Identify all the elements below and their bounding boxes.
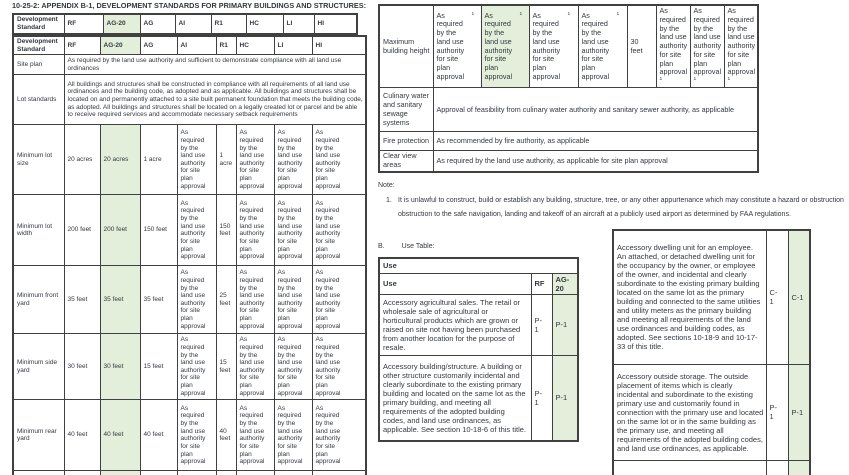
zone-header-hi: HI [314, 14, 357, 34]
value-cell-li [274, 334, 312, 400]
note-line-2: obstruction to the safe navigation, landing and takeoff of an aircraft at a publicly used airport as determined by FAA regulations. [398, 211, 791, 218]
cell-text: As required by the land use authority for site plan approval [277, 129, 303, 190]
cell-text: As required by the land use authority for site plan approval [180, 404, 206, 466]
row-label-max-building-height: Maximum building height [379, 5, 433, 88]
value-cell-rf: 40 feet [64, 400, 100, 471]
value-cell-rf: 200 feet [64, 195, 100, 266]
value-cell-hc [236, 266, 274, 334]
value-cell-hi [312, 195, 366, 266]
use-header-rf: RF [531, 273, 552, 294]
clipped-row-cell [236, 471, 274, 475]
zone-header-r1: R1 [211, 14, 246, 34]
cell-text: As required by the land use authority for site plan approval [581, 10, 610, 82]
value-cell-li [274, 195, 312, 266]
zone-header-hc: HC [246, 14, 283, 34]
value-cell-ag20: 40 feet [100, 400, 140, 471]
row-label-min-side-yard: Minimum side yard [13, 334, 64, 400]
clipped-row-cell [140, 471, 177, 475]
cell-text: P-1 [534, 388, 542, 407]
value-cell-ag20 [481, 5, 529, 88]
cell-text: AG-20 [555, 274, 570, 293]
clear-view-text: As required by the land use authority, as applicable for site plan approval [433, 151, 758, 172]
use-table-continued [612, 229, 811, 475]
footnote-marker: 1 [519, 11, 523, 17]
cell-text: P-1 [534, 315, 542, 334]
value-cell-ai [177, 334, 216, 400]
value-cell-rf: 35 feet [64, 266, 100, 334]
zone-header-li: LI [274, 36, 312, 55]
lot-standards-text: All buildings and structures shall be constructed in compliance with all requirements of all land use ordinances and the building code, as adopted and as applicable. All buildings and structures shall be located on and permanently attached to a site built permanent foundation that meets the building code, as adopted. All buildings and structures shall be located on a legally created lot or parcel and be able to receive required services and accommodate necessary setback requirements [64, 75, 366, 125]
value-cell-r1 [627, 5, 656, 88]
row-label-min-front-yard: Minimum front yard [13, 266, 64, 334]
value-cell-hc [236, 400, 274, 471]
value-cell-r1 [216, 266, 236, 334]
zone-header-rf: RF [64, 14, 103, 34]
value-cell-li [274, 266, 312, 334]
value-cell-ag20: 35 feet [100, 266, 140, 334]
footnote-marker: 1 [471, 11, 475, 17]
value-cell-hc [656, 5, 690, 88]
row-label-site-plan: Site plan [13, 55, 64, 75]
zone-header-r1: R1 [216, 36, 236, 55]
use-row-rf-value [766, 364, 788, 460]
cell-text: C-1 [769, 288, 778, 307]
cell-text: As required by the land use authority for site plan approval [693, 6, 722, 77]
cell-text: 15 feet [219, 359, 231, 374]
section-title: Use Table: [401, 243, 435, 250]
cell-text: As required by the land use authority for site plan approval [727, 6, 756, 77]
row-label-clear-view: Clear view areas [379, 151, 433, 172]
cell-text: 40 feet [219, 427, 231, 443]
value-cell-ag: 40 feet [140, 400, 177, 471]
page-title: 10-25-2: APPENDIX B-1, DEVELOPMENT STANDARDS FOR PRIMARY BUILDINGS AND STRUCTURES: [12, 1, 367, 10]
use-row-rf-value [531, 355, 552, 441]
value-cell-ag [529, 5, 578, 88]
row-label-culinary-water: Culinary water and sanitary sewage systems [379, 88, 433, 132]
cell-text: As required by the land use authority for site plan approval [239, 269, 265, 330]
value-cell-ai [177, 400, 216, 471]
value-cell-r1 [216, 334, 236, 400]
zone-header-ag20: AG-20 [103, 14, 140, 34]
value-cell-li [274, 400, 312, 471]
value-cell-rf: 20 acres [64, 125, 100, 195]
cell-text: As required by the land use authority for site plan approval [484, 10, 513, 82]
use-row-ag20-value: P-1 [788, 364, 810, 460]
footnote-marker: 1 [567, 11, 571, 17]
cell-text: 150 feet [219, 222, 231, 238]
clipped-row-cell [177, 471, 216, 475]
zone-header-ai: AI [175, 14, 211, 34]
cell-text: As required by the land use authority for site plan approval [180, 269, 206, 330]
cell-text: As required by the land use authority for site plan approval [239, 404, 265, 466]
dev-standards-table [12, 35, 367, 475]
cell-text: As required by the land use authority for site plan approval [436, 10, 465, 82]
row-label-min-lot-width: Minimum lot width [13, 195, 64, 266]
cell-text: P-1 [769, 403, 777, 421]
use-row-text: Accessory dwelling unit for an employee. An attached, or detached dwelling unit for the occupancy by the owner, or employee of the owner, and incidental and clearly subordinate to the existing primary building located on the same lot as the primary building and connected to the same utilities and utility meters as the primary building and meeting all requirements of the land use ordinances and building codes, as adopted. See sections 10-18-9 and 10-17-33 of this title. [613, 230, 766, 364]
dev-standards-header-strip [12, 13, 358, 35]
row-label-min-rear-yard: Minimum rear yard [13, 400, 64, 471]
cell-text: 1 acre [219, 152, 233, 167]
use-row-text: Accessory building/structure. A building or other structure customarily incidental and clearly subordinate to the existing primary building and located on the same lot as the primary building, and meeting all requirements of the adopted building codes, and land use ordinances, as applicable. See section 10-18-6 of this title. [379, 355, 531, 441]
value-cell-hi [312, 266, 366, 334]
value-cell-hi [312, 125, 366, 195]
row-label-fire-protection: Fire protection [379, 132, 433, 151]
cell-text: 25 feet [219, 292, 231, 307]
zone-header-rf: RF [64, 36, 100, 55]
value-cell-hc [236, 195, 274, 266]
use-row-ag20-value: P-1 [552, 355, 578, 441]
section-letter: B. [378, 243, 385, 250]
value-cell-r1 [216, 400, 236, 471]
value-cell-hc [236, 334, 274, 400]
use-banner: Use [379, 258, 578, 273]
cell-text: As required by the land use authority for site plan approval [180, 336, 206, 397]
cell-text: As required by the land use authority for site plan approval [239, 129, 265, 190]
footnote-marker: 1 [659, 77, 663, 83]
value-cell-ag20: 200 feet [100, 195, 140, 266]
row-label-lot-standards: Lot standards [13, 75, 64, 125]
use-header-ag20 [552, 273, 578, 294]
value-cell-ag: 150 feet [140, 195, 177, 266]
use-table [378, 257, 579, 442]
cell-text: As required by the land use authority for site plan approval [315, 404, 341, 466]
value-cell-li [274, 125, 312, 195]
value-cell-rf [433, 5, 481, 88]
cell-text: As required by the land use authority for site plan approval [277, 336, 303, 397]
value-cell-r1 [216, 195, 236, 266]
value-cell-ag: 1 acre [140, 125, 177, 195]
clipped-row-cell [64, 471, 100, 475]
fire-protection-text: As recommended by fire authority, as applicable [433, 132, 758, 151]
cell-text: As required by the land use authority for site plan approval [180, 129, 206, 190]
clipped-row-cell [312, 471, 366, 475]
cell-text: As required by the land use authority for site plan approval [315, 336, 341, 397]
value-cell-ag: 15 feet [140, 334, 177, 400]
value-cell-hi [724, 5, 758, 88]
value-cell-hc [236, 125, 274, 195]
cell-text: As required by the land use authority for site plan approval [315, 129, 341, 190]
zone-header-ag20: AG-20 [100, 36, 140, 55]
value-cell-hi [312, 400, 366, 471]
clipped-row-cell [274, 471, 312, 475]
value-cell-ag20: 30 feet [100, 334, 140, 400]
culinary-water-text: Approval of feasibility from culinary water authority and sanitary sewer authority, as applicable [433, 88, 758, 132]
cell-text: 30 feet [630, 36, 643, 55]
row-label-min-lot-size: Minimum lot size [13, 125, 64, 195]
note-heading: Note: [378, 182, 395, 189]
zone-header-hi: HI [312, 36, 366, 55]
value-cell-r1 [216, 125, 236, 195]
cell-text: As required by the land use authority for site plan approval [277, 199, 303, 261]
footnote-marker: 1 [727, 77, 731, 83]
corner-cell: Development Standard [13, 14, 64, 34]
use-header-use: Use [379, 273, 531, 294]
value-cell-ag20: 20 acres [100, 125, 140, 195]
cell-text: As required by the land use authority for site plan approval [315, 199, 341, 261]
value-cell-ai [177, 125, 216, 195]
clipped-row-cell [13, 471, 64, 475]
site-plan-text: As required by the land use authority and sufficient to demonstrate compliance with all land use ordinances [64, 55, 366, 75]
cell-text: As required by the land use authority for site plan approval [315, 269, 341, 330]
use-row-ag20-value: C-1 [788, 230, 810, 364]
cell-text: As required by the land use authority for site plan approval [239, 199, 265, 261]
section-b-heading [378, 243, 435, 250]
clipped-row-cell [216, 471, 236, 475]
value-cell-hi [312, 334, 366, 400]
cell-text: As required by the land use authority for site plan approval [277, 404, 303, 466]
value-cell-ag: 35 feet [140, 266, 177, 334]
cell-text: As required by the land use authority for site plan approval [659, 6, 688, 77]
zone-header-ag: AG [140, 36, 177, 55]
value-cell-ai [177, 195, 216, 266]
cell-text: As required by the land use authority for site plan approval [277, 269, 303, 330]
value-cell-ai [177, 266, 216, 334]
height-utilities-table [378, 4, 759, 173]
zone-header-ag: AG [140, 14, 175, 34]
clipped-row-cell [100, 471, 140, 475]
cell-text: As required by the land use authority for site plan approval [180, 199, 206, 261]
cell-text: As required by the land use authority for site plan approval [239, 336, 265, 397]
cell-text: As required by the land use authority for site plan approval [532, 10, 561, 82]
use-row-text: Accessory agricultural sales. The retail or wholesale sale of agricultural or horticultural products which are grown or raised on site not having been purchased from another location for the purpose of resale. [379, 294, 531, 355]
footnote-marker: 1 [616, 11, 620, 17]
value-cell-ai [578, 5, 627, 88]
footnote-marker: 1 [693, 77, 697, 83]
zone-header-li: LI [283, 14, 314, 34]
use-row-rf-value [766, 230, 788, 364]
note-item-number: 1. [386, 197, 392, 204]
clipped-row-cell [766, 460, 788, 475]
note-line-1: It is unlawful to construct, build or establish any building, structure, tree, or any other appurtenance which may constitute a hazard or obstruction [398, 197, 844, 204]
zone-header-ai: AI [177, 36, 216, 55]
value-cell-li [690, 5, 724, 88]
use-row-ag20-value: P-1 [552, 294, 578, 355]
use-row-text: Accessory outside storage. The outside placement of items which is clearly incidental and subordinate to the existing primary use and customarily found in connection with the primary use and located on the same lot or in the same building as the primary use, and meeting all requirements of the adopted building codes, and land use ordinances, as applicable. [613, 364, 766, 460]
use-row-rf-value [531, 294, 552, 355]
zone-header-hc: HC [236, 36, 274, 55]
value-cell-rf: 30 feet [64, 334, 100, 400]
clipped-row-cell [613, 460, 766, 475]
corner-cell: Development Standard [13, 36, 64, 55]
clipped-row-cell [788, 460, 810, 475]
